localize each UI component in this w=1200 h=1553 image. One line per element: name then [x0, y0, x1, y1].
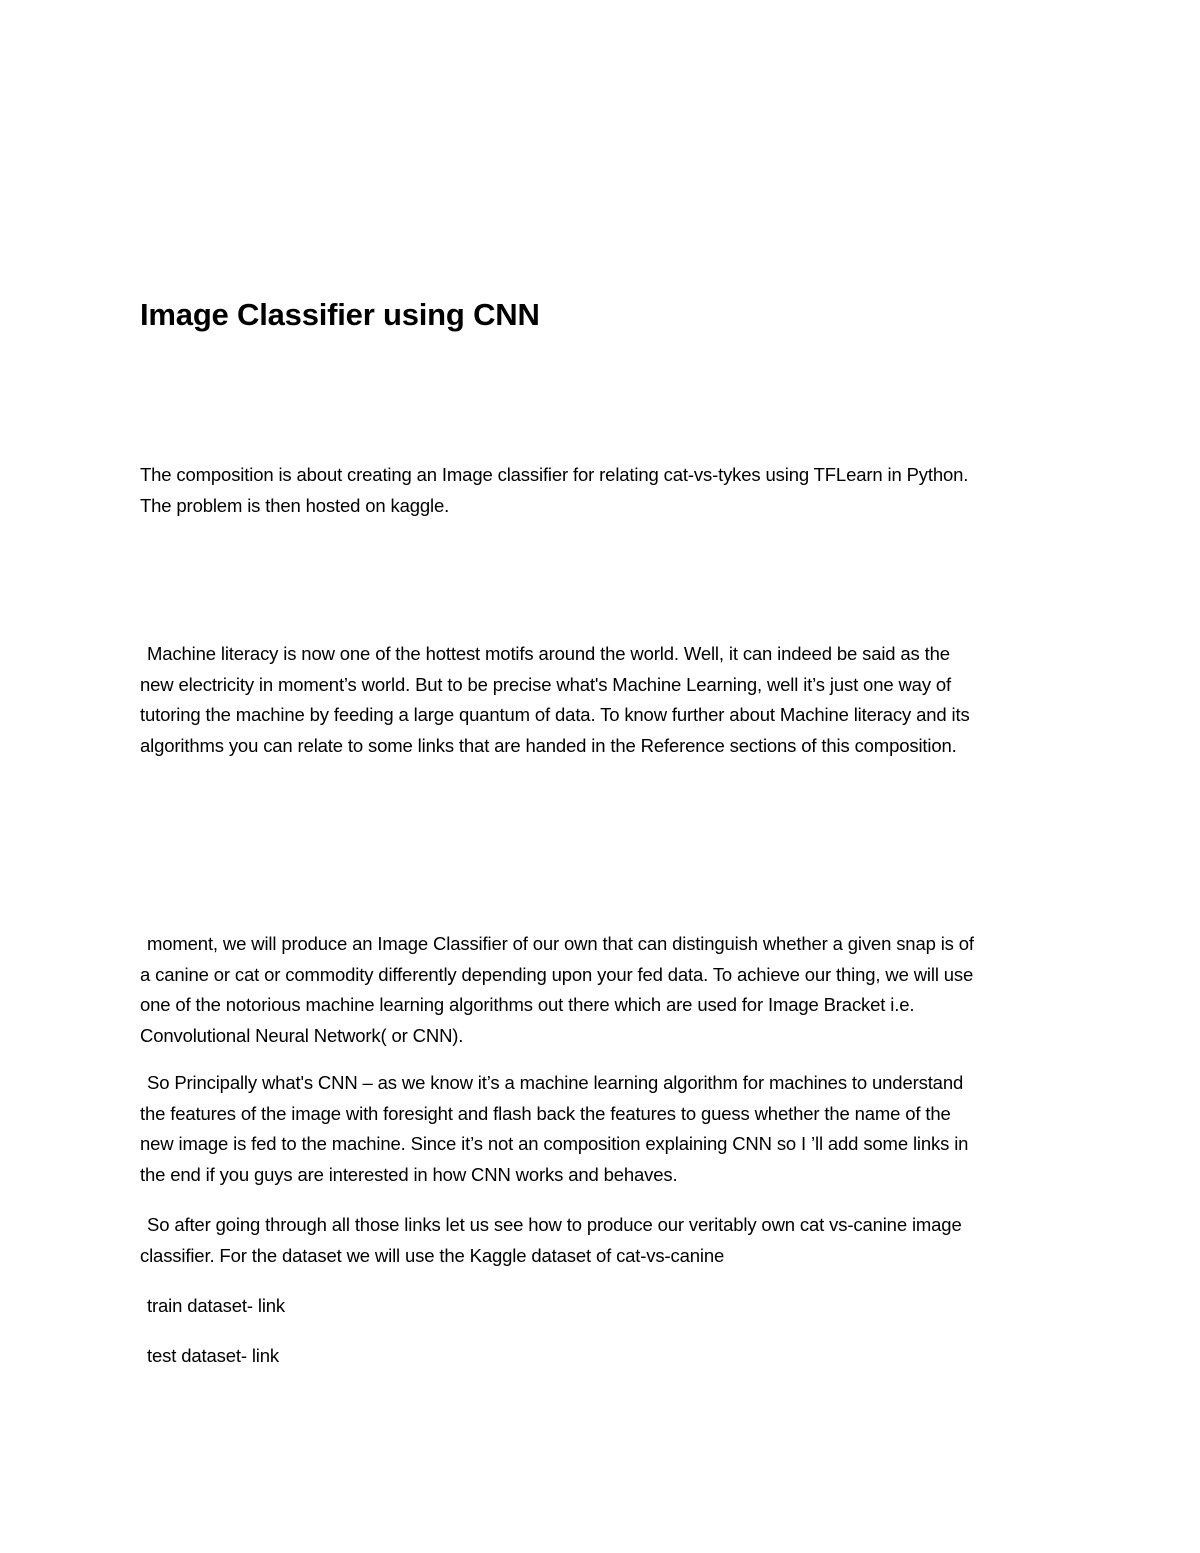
test-dataset-link-text: test dataset- link — [147, 1345, 280, 1366]
paragraph-line: new image is fed to the machine. Since it’s not an composition explaining CNN so I ’ll add some links in — [140, 1133, 969, 1154]
paragraph-machine-literacy — [140, 639, 1065, 761]
paragraph-line: algorithms you can relate to some links that are handed in the Reference sections of this composition. — [140, 734, 957, 756]
paragraph-intro — [140, 460, 1065, 521]
paragraph-line: Convolutional Neural Network( or CNN). — [140, 1024, 464, 1046]
paragraph-line: a canine or cat or commodity differently depending upon your fed data. To achieve our thing, we will use — [140, 963, 974, 985]
paragraph-line: The composition is about creating an Image classifier for relating cat-vs-tykes using TFLearn in Python. — [140, 464, 969, 485]
paragraph-image-classifier — [140, 929, 1065, 1051]
test-dataset-line — [140, 1341, 1065, 1372]
paragraph-line: the end if you guys are interested in how CNN works and behaves. — [140, 1163, 678, 1185]
train-dataset-line — [140, 1291, 1065, 1322]
paragraph-dataset — [140, 1210, 1065, 1271]
paragraph-line: tutoring the machine by feeding a large quantum of data. To know further about Machine literacy and its — [140, 704, 970, 725]
paragraph-line: one of the notorious machine learning algorithms out there which are used for Image Bracket i.e. — [140, 994, 915, 1015]
paragraph-line: moment, we will produce an Image Classifier of our own that can distinguish whether a given snap is of — [147, 933, 974, 954]
document-title: Image Classifier using CNN — [140, 297, 540, 332]
paragraph-what-is-cnn — [140, 1068, 1065, 1190]
paragraph-line: the features of the image with foresight and flash back the features to guess whether the name of the — [140, 1102, 951, 1124]
paragraph-line: So Principally what's CNN – as we know it’s a machine learning algorithm for machines to understand — [147, 1072, 964, 1093]
paragraph-line: new electricity in moment’s world. But to be precise what's Machine Learning, well it’s just one way of — [140, 673, 952, 695]
paragraph-line: Machine literacy is now one of the hottest motifs around the world. Well, it can indeed be said as the — [147, 643, 950, 664]
paragraph-line: classifier. For the dataset we will use the Kaggle dataset of cat-vs-canine — [140, 1244, 725, 1266]
train-dataset-link-text: train dataset- link — [147, 1295, 286, 1316]
paragraph-line: So after going through all those links let us see how to produce our veritably own cat vs-canine image — [147, 1214, 962, 1235]
paragraph-line: The problem is then hosted on kaggle. — [140, 494, 450, 516]
